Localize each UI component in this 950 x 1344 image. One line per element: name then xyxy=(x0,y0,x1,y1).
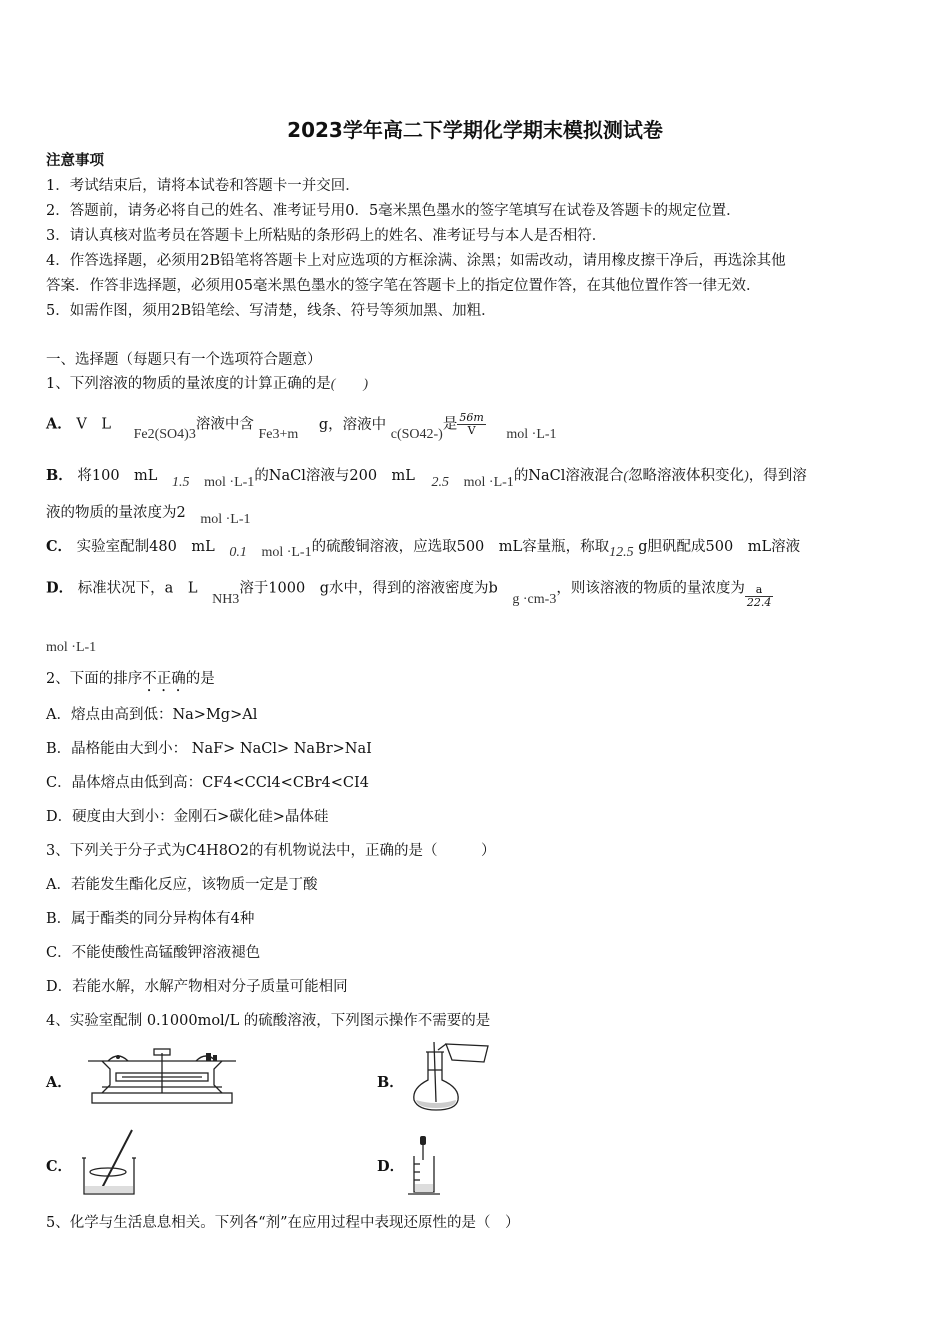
q1-c-label: C． xyxy=(46,538,73,555)
q4-label-c: C． xyxy=(46,1158,73,1175)
q2-option: A．熔点由高到低：Na>Mg>Al xyxy=(46,707,258,723)
q1-option-d-cont xyxy=(46,637,96,658)
q1-a-label: A． xyxy=(46,415,72,433)
q1-b-t1: 将100 mL xyxy=(77,468,158,484)
q3-option: B．属于酯类的同分异构体有4种 xyxy=(46,911,255,927)
q1-b-unit-1: mol ·L-1 xyxy=(204,475,255,490)
notice-item: 2．答题前，请务必将自己的姓名、准考证号用0．5毫米黑色墨水的签字笔填写在试卷及答题卡的规定位置． xyxy=(46,203,741,219)
q1-paren: ( ) xyxy=(330,377,369,392)
q1-option-b: B． 将100 mL 1.5 mol ·L-1的NaCl溶液与200 mL 2.5 mol ·L-1的NaCl溶液混合(忽略溶液体积变化)，得到溶 xyxy=(46,467,807,490)
question-2-stem xyxy=(46,669,215,695)
q1-option-d xyxy=(46,576,773,609)
q1-a-unit: mol ·L-1 xyxy=(506,426,557,442)
graduated-cylinder-dropper-figure xyxy=(404,1134,444,1196)
q1-a-frac-num: 56m xyxy=(459,411,484,424)
q2-option: D．硬度由大到小：金刚石>碳化硅>晶体硅 xyxy=(46,809,329,825)
section-heading: 一、选择题（每题只有一个选项符合题意） xyxy=(46,352,322,368)
question-1-stem xyxy=(46,374,368,395)
q1-b-t6: 液的物质的量浓度为2 xyxy=(46,505,186,521)
q1-d-frac-num: a xyxy=(745,584,774,597)
q1-d-t3: ，则该溶液的物质的量浓度为 xyxy=(556,580,745,597)
q2-option: B．晶格能由大到小： NaF> NaCl> NaBr>NaI xyxy=(46,741,372,757)
q1-a-fraction xyxy=(457,412,485,437)
q1-a-frac-den: V xyxy=(467,424,476,437)
q1-b-label: B． xyxy=(46,467,73,484)
q1-c-unit-1: mol ·L-1 xyxy=(261,545,312,560)
q4-label-d: D． xyxy=(377,1158,405,1175)
q2-option: C．晶体熔点由低到高：CF4<CCl4<CBr4<CI4 xyxy=(46,775,369,791)
question-4-stem: 4、实验室配制 0.1000mol/L 的硫酸溶液，下列图示操作不需要的是 xyxy=(46,1013,491,1029)
notice-item: 1．考试结束后，请将本试卷和答题卡一并交回． xyxy=(46,178,360,194)
q1-option-b-cont xyxy=(46,503,251,527)
balance-scale-figure xyxy=(82,1047,242,1107)
q1-b-t2: 的NaCl溶液与200 mL xyxy=(254,468,415,484)
q1-d-t2: 溶于1000 g水中，得到的溶液密度为b xyxy=(239,580,498,597)
q4-label-a: A． xyxy=(46,1074,72,1091)
q1-d-frac-den: 22.4 xyxy=(746,596,772,609)
q3-option: D．若能水解，水解产物相对分子质量可能相同 xyxy=(46,979,348,995)
q1-a-formula-1: Fe2(SO4)3 xyxy=(133,426,196,442)
q1-d-label: D． xyxy=(46,579,74,597)
notice-item: 5．如需作图，须用2B铅笔绘、写清楚，线条、符号等须加黑、加粗． xyxy=(46,303,496,319)
notice-item: 答案．作答非选择题，必须用05毫米黑色墨水的签字笔在答题卡上的指定位置作答，在其他位置作答一律无效． xyxy=(46,278,761,294)
q4-label-b: B． xyxy=(377,1074,404,1091)
q1-a-t4: 是 xyxy=(442,416,458,433)
q1-d-formula: NH3 xyxy=(212,591,240,607)
q3-option: C．不能使酸性高锰酸钾溶液褪色 xyxy=(46,945,261,961)
question-5-stem: 5、化学与生活息息相关。下列各“剂”在应用过程中表现还原性的是（ ） xyxy=(46,1215,520,1231)
q1-a-formula-3: c(SO42-) xyxy=(390,426,443,442)
notice-heading: 注意事项 xyxy=(46,152,104,169)
q1-d-unit-1: g ·cm-3 xyxy=(512,591,557,607)
notice-item: 4．作答选择题，必须用2B铅笔将答题卡上对应选项的方框涂满、涂黑；如需改动，请用橡皮擦干净后，再选涂其他 xyxy=(46,253,786,269)
q1-d-unit-2: mol ·L-1 xyxy=(46,640,97,655)
beaker-stirring-figure xyxy=(80,1128,140,1198)
q1-c-value-2: 12.5 xyxy=(609,545,634,560)
q1-option-a xyxy=(46,411,557,442)
q1-c-value-1: 0.1 xyxy=(229,545,247,560)
q1-a-t3: g，溶液中 xyxy=(318,416,387,433)
q1-d-fraction xyxy=(745,584,774,609)
q3-option: A．若能发生酯化反应，该物质一定是丁酸 xyxy=(46,877,318,893)
q2-stem-b: 的是 xyxy=(185,671,215,687)
volumetric-flask-pouring-figure xyxy=(406,1040,492,1112)
q1-a-formula-2: Fe3+m xyxy=(258,426,299,442)
q1-b-t3: 的NaCl溶液混合 xyxy=(513,468,624,484)
q1-d-t1: 标准状况下，a L xyxy=(77,580,198,597)
q2-stem-a: 2、下面的排序 xyxy=(46,671,143,687)
q1-b-unit-3: mol ·L-1 xyxy=(200,512,251,527)
q1-c-t2: 的硫酸铜溶液，应选取500 mL容量瓶，称取 xyxy=(311,539,610,555)
question-3-stem: 3、下列关于分子式为C4H8O2的有机物说法中，正确的是（ ） xyxy=(46,843,496,859)
q1-option-c xyxy=(46,537,800,558)
q1-b-t5: ，得到溶 xyxy=(748,468,807,484)
q1-b-value-1: 1.5 xyxy=(172,475,190,490)
q1-c-t3: g胆矾配成500 mL溶液 xyxy=(638,539,801,555)
notice-item: 3．请认真核对监考员在答题卡上所粘贴的条形码上的姓名、准考证号与本人是否相符． xyxy=(46,228,607,244)
page-title: 2023学年高二下学期化学期末模拟测试卷 xyxy=(287,118,663,142)
q1-a-t1: V L xyxy=(76,416,111,433)
q2-stem-emphasis: 不正确 xyxy=(142,671,186,687)
q1-b-t4: 忽略溶液体积变化 xyxy=(628,468,745,484)
q1-b-value-2: 2.5 xyxy=(431,475,450,490)
q1-b-unit-2: mol ·L-1 xyxy=(463,475,514,490)
q1-c-t1: 实验室配制480 mL xyxy=(76,539,215,555)
q1-a-t2: 溶液中含 xyxy=(195,416,254,433)
q1-stem-text: 1、下列溶液的物质的量浓度的计算正确的是 xyxy=(46,376,331,392)
